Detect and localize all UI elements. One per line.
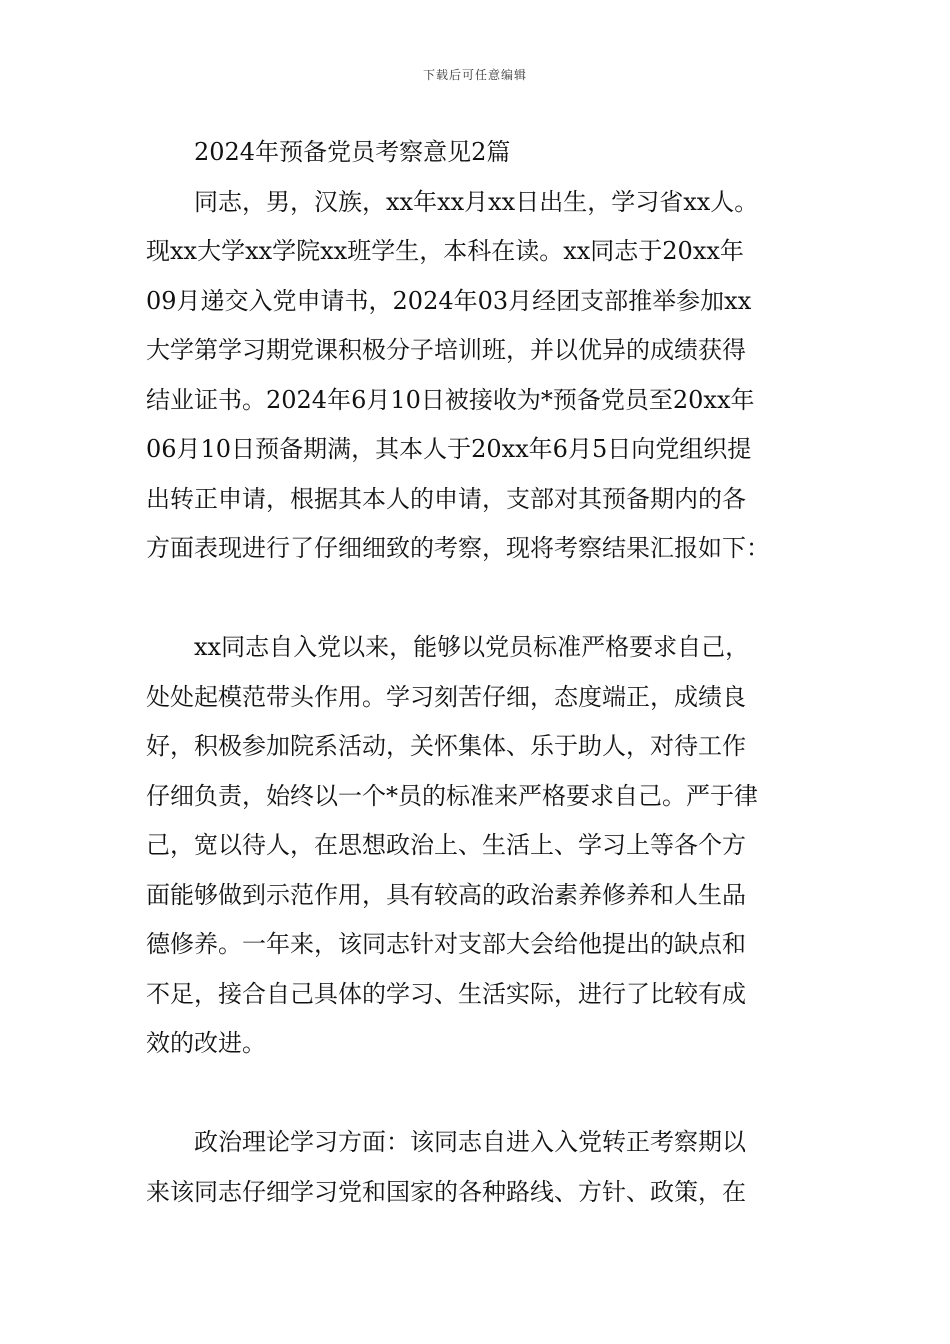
paragraph-1-line-1: 同志，男，汉族，xx年xx月xx日出生，学习省xx人。: [194, 187, 759, 216]
paragraph-spacer: [146, 574, 816, 624]
paragraph-2-line-8: 不足，接合自己具体的学习、生活实际，进行了比较有成: [146, 979, 746, 1008]
paragraph-2-line-2: 处处起模范带头作用。学习刻苦仔细，态度端正，成绩良: [146, 682, 746, 711]
paragraph-1-line-7: 出转正申请，根据其本人的申请，支部对其预备期内的各: [146, 484, 746, 513]
paragraph-3-line-1: 政治理论学习方面：该同志自进入入党转正考察期以: [194, 1128, 746, 1156]
paragraph-2-line-1: xx同志自入党以来，能够以党员标准严格要求自己，: [194, 633, 750, 661]
paragraph-spacer: [146, 1069, 816, 1119]
paragraph-1-line-4: 大学第学习期党课积极分子培训班，并以优异的成绩获得: [146, 336, 746, 364]
paragraph-2-line-7: 德修养。一年来，该同志针对支部大会给他提出的缺点和: [146, 930, 746, 958]
paragraph-2-line-4: 仔细负责，始终以一个*员的标准来严格要求自己。严于律: [146, 781, 758, 810]
paragraph-1-line-8: 方面表现进行了仔细细致的考察，现将考察结果汇报如下：: [146, 534, 770, 562]
paragraph-1-line-3: 09月递交入党申请书，2024年03月经团支部推举参加xx: [146, 286, 752, 315]
page-header: 下载后可任意编辑: [422, 68, 527, 82]
document-body: [146, 128, 816, 1217]
document-title: 2024年预备党员考察意见2篇: [194, 138, 511, 166]
paragraph-1-line-2: 现xx大学xx学院xx班学生，本科在读。xx同志于20xx年: [146, 237, 744, 265]
paragraph-1-line-6: 06月10日预备期满，其本人于20xx年6月5日向党组织提: [146, 435, 752, 463]
paragraph-2-line-5: 己，宽以待人，在思想政治上、生活上、学习上等各个方: [146, 831, 746, 859]
paragraph-2-line-9: 效的改进。: [146, 1029, 266, 1057]
paragraph-3-line-2: 来该同志仔细学习党和国家的各种路线、方针、政策，在: [146, 1177, 746, 1206]
paragraph-2-line-3: 好，积极参加院系活动，关怀集体、乐于助人，对待工作: [146, 732, 746, 760]
paragraph-1-line-5: 结业证书。2024年6月10日被接收为*预备党员至20xx年: [146, 385, 755, 414]
paragraph-2-line-6: 面能够做到示范作用，具有较高的政治素养修养和人生品: [146, 880, 746, 909]
